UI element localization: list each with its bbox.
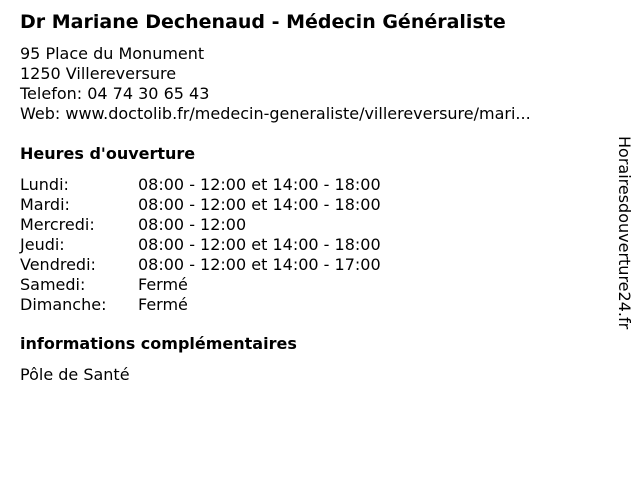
day-label: Dimanche: <box>20 295 107 314</box>
day-hours: 08:00 - 12:00 et 14:00 - 18:00 <box>138 195 381 214</box>
day-label: Mercredi: <box>20 215 95 234</box>
day-hours: 08:00 - 12:00 et 14:00 - 18:00 <box>138 235 381 254</box>
hours-row-tuesday <box>20 195 381 215</box>
hours-row-monday <box>20 175 381 195</box>
info-heading: informations complémentaires <box>20 334 297 353</box>
page-title: Dr Mariane Dechenaud - Médecin Généraliste <box>20 11 506 33</box>
hours-row-wednesday <box>20 215 381 235</box>
hours-heading: Heures d'ouverture <box>20 144 196 163</box>
hours-row-friday <box>20 255 381 275</box>
info-text: Pôle de Santé <box>20 365 130 384</box>
day-hours: Fermé <box>138 295 188 314</box>
day-hours: 08:00 - 12:00 et 14:00 - 18:00 <box>138 175 381 194</box>
opening-hours-table <box>20 175 381 315</box>
city-address: 1250 Villereversure <box>20 64 177 83</box>
phone-number[interactable]: Telefon: 04 74 30 65 43 <box>20 84 210 103</box>
day-label: Mardi: <box>20 195 70 214</box>
day-label: Jeudi: <box>20 235 65 254</box>
day-hours: 08:00 - 12:00 et 14:00 - 17:00 <box>138 255 381 274</box>
contact-block <box>20 44 531 124</box>
day-hours: Fermé <box>138 275 188 294</box>
day-hours: 08:00 - 12:00 <box>138 215 247 234</box>
day-label: Lundi: <box>20 175 69 194</box>
website-link[interactable]: Web: www.doctolib.fr/medecin-generaliste/villereversure/mari... <box>20 104 531 123</box>
day-label: Vendredi: <box>20 255 96 274</box>
site-watermark: Horairesdouverture24.fr <box>615 136 634 330</box>
day-label: Samedi: <box>20 275 86 294</box>
street-address: 95 Place du Monument <box>20 44 205 63</box>
hours-row-saturday <box>20 275 381 295</box>
hours-row-thursday <box>20 235 381 255</box>
hours-row-sunday <box>20 295 381 315</box>
